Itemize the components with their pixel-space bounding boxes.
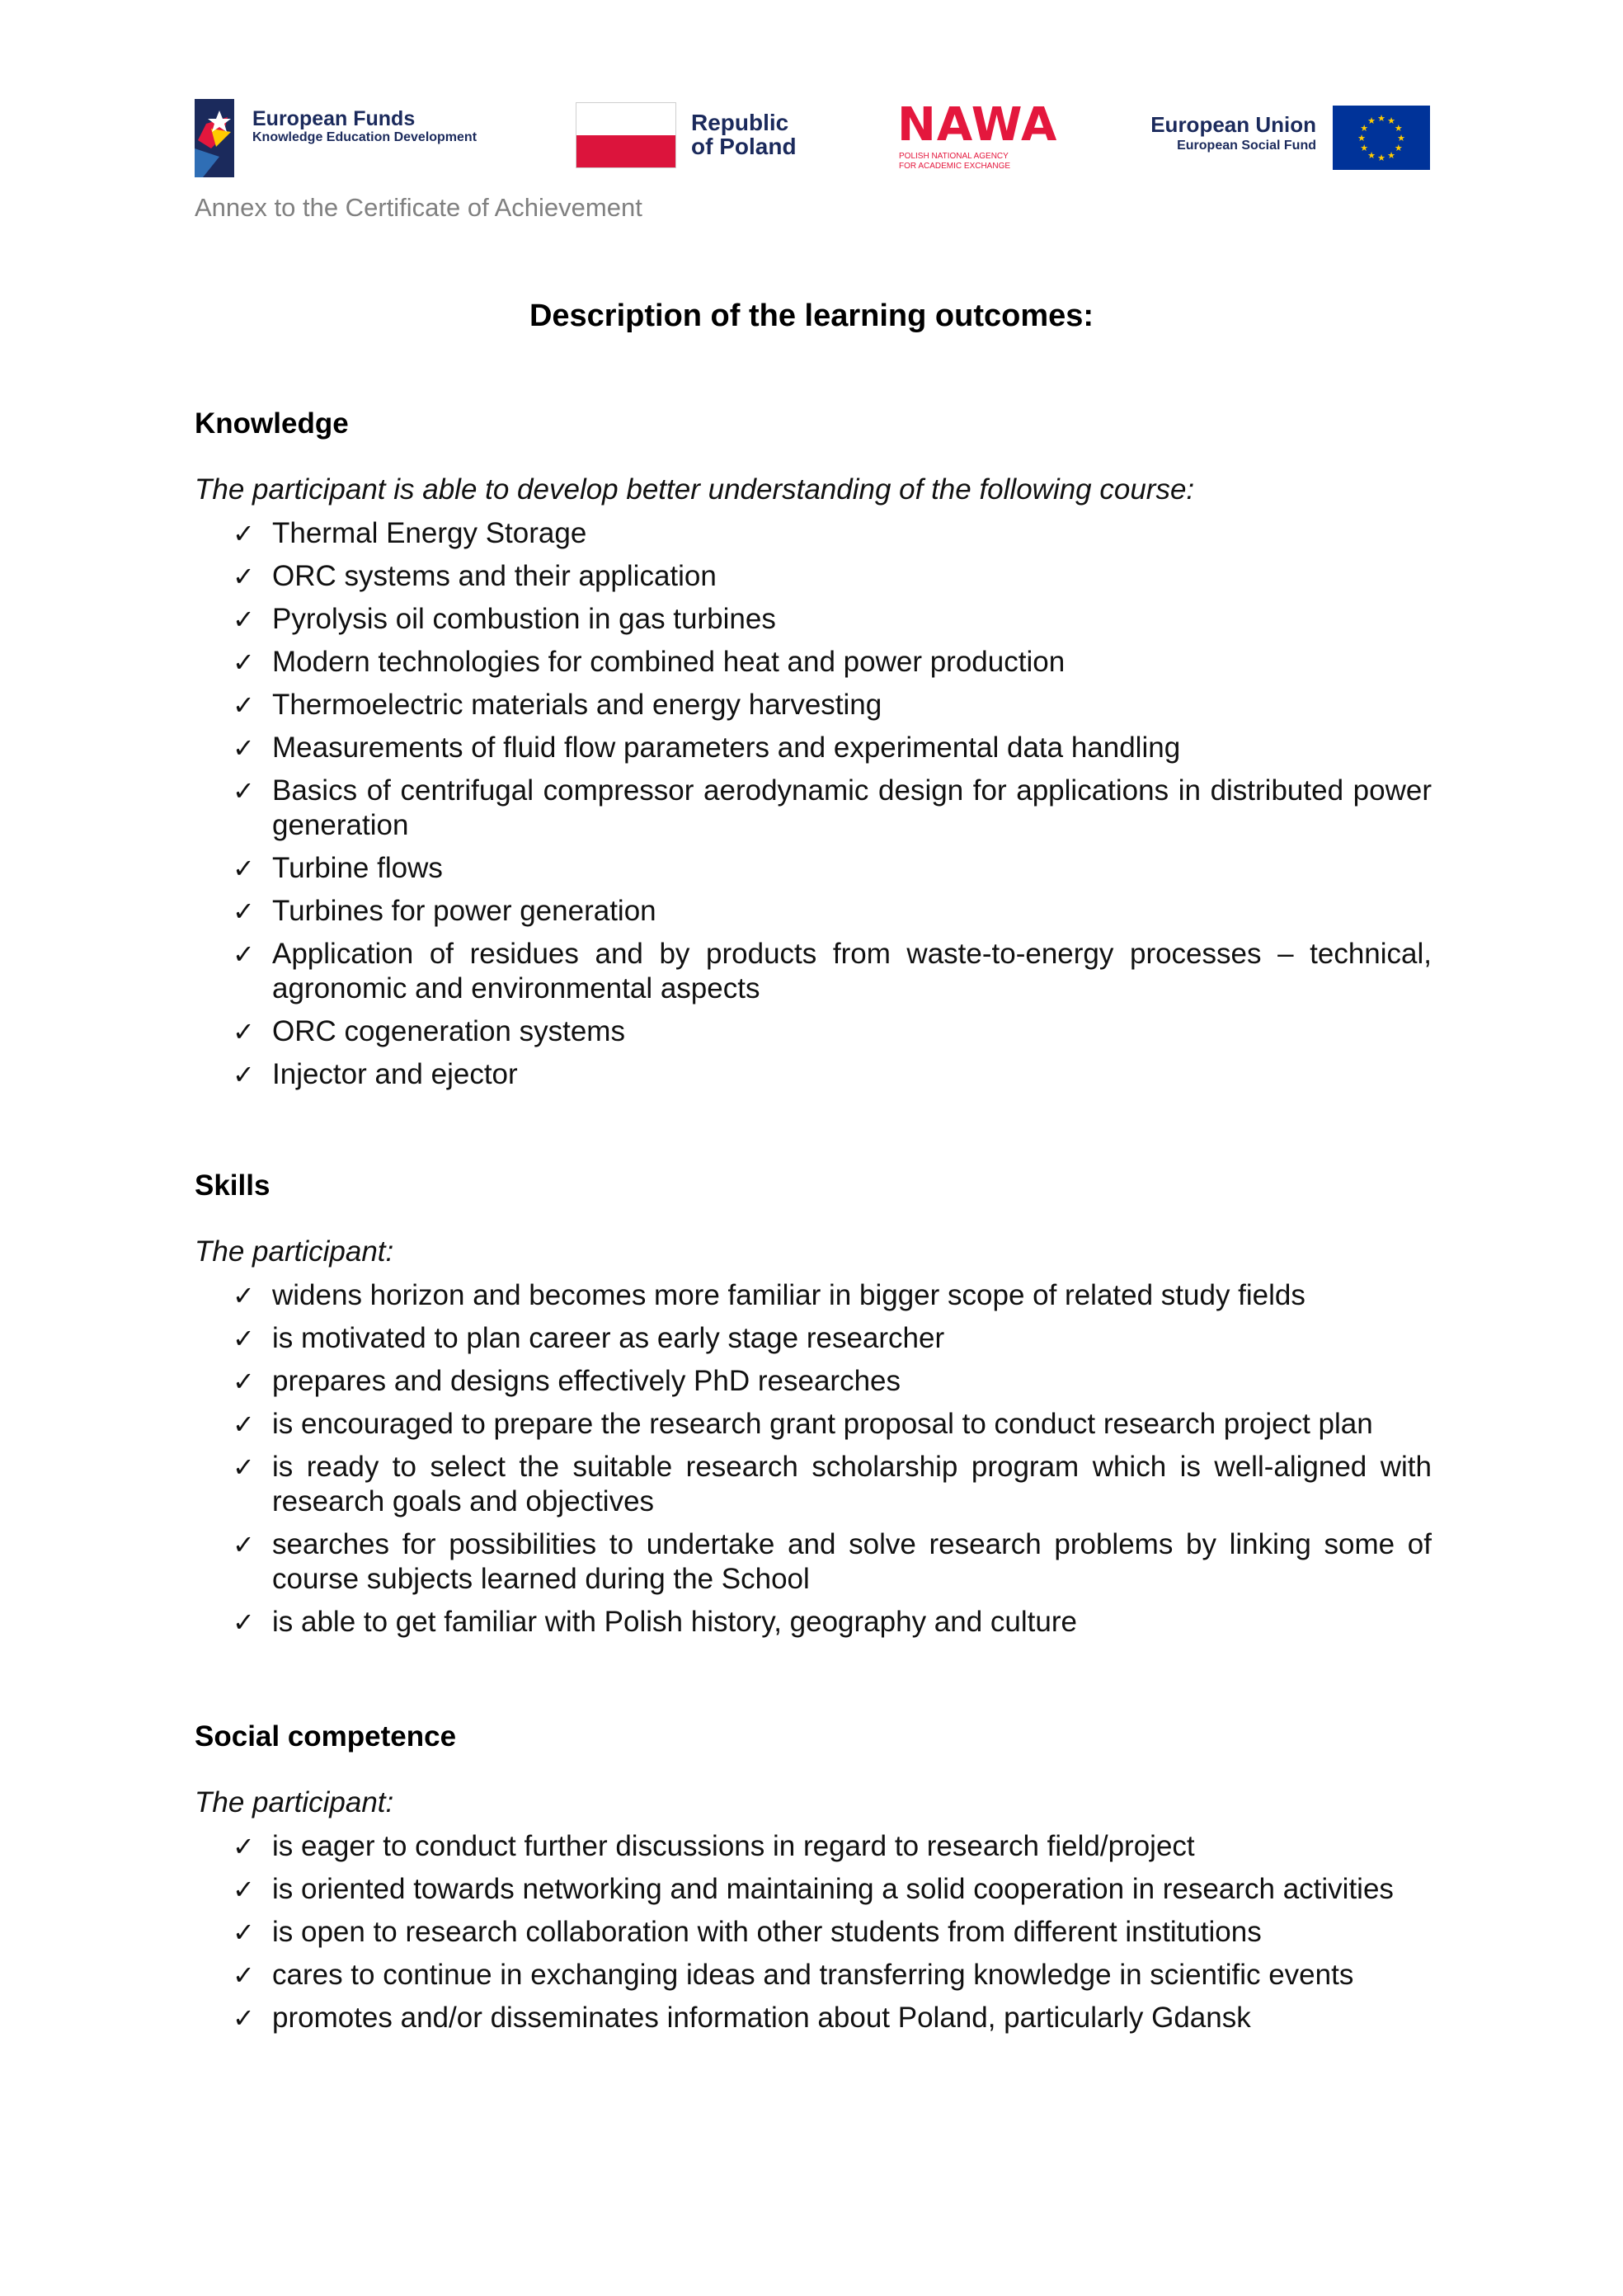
check-icon: ✓ — [233, 896, 255, 927]
european-union-subtitle: European Social Fund — [1177, 139, 1316, 153]
eu-flag-icon — [1333, 106, 1430, 170]
list-item — [195, 1605, 1432, 1640]
knowledge-section — [195, 407, 1432, 1100]
list-item — [195, 1407, 1432, 1442]
check-icon: ✓ — [233, 775, 255, 807]
eu-star-icon: ★ — [1377, 114, 1385, 124]
list-item-text: is eager to conduct further discussions in regard to research field/project — [272, 1830, 1195, 1862]
european-funds-star-icon — [195, 99, 244, 177]
list-item — [195, 688, 1432, 722]
list-item-text: Modern technologies for combined heat and power production — [272, 646, 1066, 678]
nawa-subtitle-line1: POLISH NATIONAL AGENCY — [899, 152, 1009, 161]
check-icon: ✓ — [233, 2002, 255, 2034]
european-funds-logo — [195, 99, 492, 177]
list-item — [195, 645, 1432, 680]
list-item — [195, 1014, 1432, 1049]
section-heading: Skills — [195, 1169, 270, 1202]
section-heading: Social competence — [195, 1720, 457, 1753]
check-icon: ✓ — [233, 1280, 255, 1311]
list-item-text: Turbines for power generation — [272, 895, 656, 927]
list-item-text: Thermal Energy Storage — [272, 517, 587, 549]
nawa-wordmark: NAWA — [897, 98, 1058, 152]
check-icon: ✓ — [233, 1016, 255, 1047]
list-item-text: is able to get familiar with Polish history, geography and culture — [272, 1606, 1077, 1638]
check-icon: ✓ — [233, 604, 255, 635]
list-item — [195, 851, 1432, 886]
republic-of-poland-logo — [576, 102, 807, 172]
list-item — [195, 1915, 1432, 1950]
eu-star-icon: ★ — [1394, 124, 1403, 134]
list-item — [195, 1872, 1432, 1907]
list-item-text: Measurements of fluid flow parameters and experimental data handling — [272, 732, 1181, 764]
skills-section — [195, 1169, 1432, 1648]
list-item-text: Turbine flows — [272, 852, 443, 884]
eu-star-icon: ★ — [1357, 134, 1366, 144]
list-item — [195, 1057, 1432, 1092]
list-item-text: searches for possibilities to undertake and solve research problems by linking some of course subjects learned during the School — [272, 1528, 1432, 1595]
check-icon: ✓ — [233, 1917, 255, 1948]
eu-star-icon: ★ — [1387, 116, 1395, 127]
social-competence-section — [195, 1720, 1432, 2044]
outcome-list — [195, 1278, 1432, 1640]
check-icon: ✓ — [233, 1323, 255, 1354]
list-item — [195, 1450, 1432, 1519]
republic-of-poland-line1: Republic — [691, 110, 789, 135]
check-icon: ✓ — [233, 1960, 255, 1991]
european-funds-subtitle: Knowledge Education Development — [252, 130, 477, 144]
eu-star-icon: ★ — [1377, 153, 1385, 163]
list-item-text: Basics of centrifugal compressor aerodynamic design for applications in distributed power generation — [272, 774, 1432, 841]
poland-flag-icon — [576, 102, 676, 168]
european-union-title: European Union — [1150, 112, 1316, 137]
list-item — [195, 1321, 1432, 1356]
check-icon: ✓ — [233, 1059, 255, 1090]
eu-star-icon: ★ — [1397, 134, 1405, 144]
list-item-text: Pyrolysis oil combustion in gas turbines — [272, 603, 776, 635]
nawa-logo — [897, 98, 1062, 173]
list-item — [195, 559, 1432, 594]
outcome-list — [195, 516, 1432, 1092]
list-item — [195, 1829, 1432, 1864]
logo-bar — [0, 0, 1623, 198]
european-union-logo — [1146, 104, 1430, 172]
nawa-subtitle-line2: FOR ACADEMIC EXCHANGE — [899, 162, 1011, 171]
list-item-text: ORC systems and their application — [272, 560, 717, 592]
list-item-text: is encouraged to prepare the research grant proposal to conduct research project plan — [272, 1408, 1373, 1440]
republic-of-poland-line2: of Poland — [691, 134, 797, 159]
check-icon: ✓ — [233, 1607, 255, 1638]
list-item-text: prepares and designs effectively PhD researches — [272, 1365, 901, 1397]
check-icon: ✓ — [233, 732, 255, 764]
check-icon: ✓ — [233, 1451, 255, 1483]
list-item — [195, 894, 1432, 929]
eu-star-icon: ★ — [1367, 116, 1376, 127]
list-item — [195, 516, 1432, 551]
list-item-text: promotes and/or disseminates information about Poland, particularly Gdansk — [272, 2002, 1251, 2034]
check-icon: ✓ — [233, 1409, 255, 1440]
list-item-text: widens horizon and becomes more familiar in bigger scope of related study fields — [272, 1279, 1305, 1311]
check-icon: ✓ — [233, 689, 255, 721]
list-item-text: is motivated to plan career as early stage researcher — [272, 1322, 945, 1354]
check-icon: ✓ — [233, 939, 255, 970]
section-intro: The participant is able to develop better understanding of the following course: — [195, 473, 1195, 506]
list-item-text: cares to continue in exchanging ideas and transferring knowledge in scientific events — [272, 1959, 1354, 1991]
check-icon: ✓ — [233, 853, 255, 884]
list-item-text: Thermoelectric materials and energy harvesting — [272, 689, 882, 721]
check-icon: ✓ — [233, 518, 255, 549]
list-item — [195, 2001, 1432, 2035]
list-item — [195, 1527, 1432, 1597]
list-item-text: is oriented towards networking and maintaining a solid cooperation in research activities — [272, 1873, 1394, 1905]
annex-caption: Annex to the Certificate of Achievement — [195, 193, 642, 222]
section-intro: The participant: — [195, 1235, 394, 1268]
list-item — [195, 1278, 1432, 1313]
check-icon: ✓ — [233, 1831, 255, 1862]
list-item-text: ORC cogeneration systems — [272, 1015, 625, 1047]
outcome-list — [195, 1829, 1432, 2035]
list-item-text: is ready to select the suitable research scholarship program which is well-aligned with research goals and objectives — [272, 1451, 1432, 1517]
eu-star-icon: ★ — [1360, 124, 1369, 134]
check-icon: ✓ — [233, 561, 255, 592]
eu-star-icon: ★ — [1360, 144, 1369, 153]
list-item — [195, 602, 1432, 637]
list-item — [195, 731, 1432, 765]
list-item — [195, 774, 1432, 843]
european-funds-title: European Funds — [252, 107, 416, 130]
eu-star-icon: ★ — [1387, 150, 1395, 161]
section-heading: Knowledge — [195, 407, 349, 440]
check-icon: ✓ — [233, 647, 255, 678]
list-item-text: Injector and ejector — [272, 1058, 518, 1090]
check-icon: ✓ — [233, 1529, 255, 1560]
check-icon: ✓ — [233, 1366, 255, 1397]
list-item-text: is open to research collaboration with other students from different institutions — [272, 1916, 1262, 1948]
section-intro: The participant: — [195, 1786, 394, 1818]
list-item — [195, 937, 1432, 1006]
eu-star-icon: ★ — [1367, 150, 1376, 161]
list-item — [195, 1364, 1432, 1399]
list-item-text: Application of residues and by products from waste-to-energy processes – technical, agronomic and environmental aspects — [272, 938, 1432, 1004]
eu-star-icon: ★ — [1394, 144, 1403, 153]
list-item — [195, 1958, 1432, 1993]
check-icon: ✓ — [233, 1874, 255, 1905]
document-title: Description of the learning outcomes: — [529, 299, 1094, 333]
